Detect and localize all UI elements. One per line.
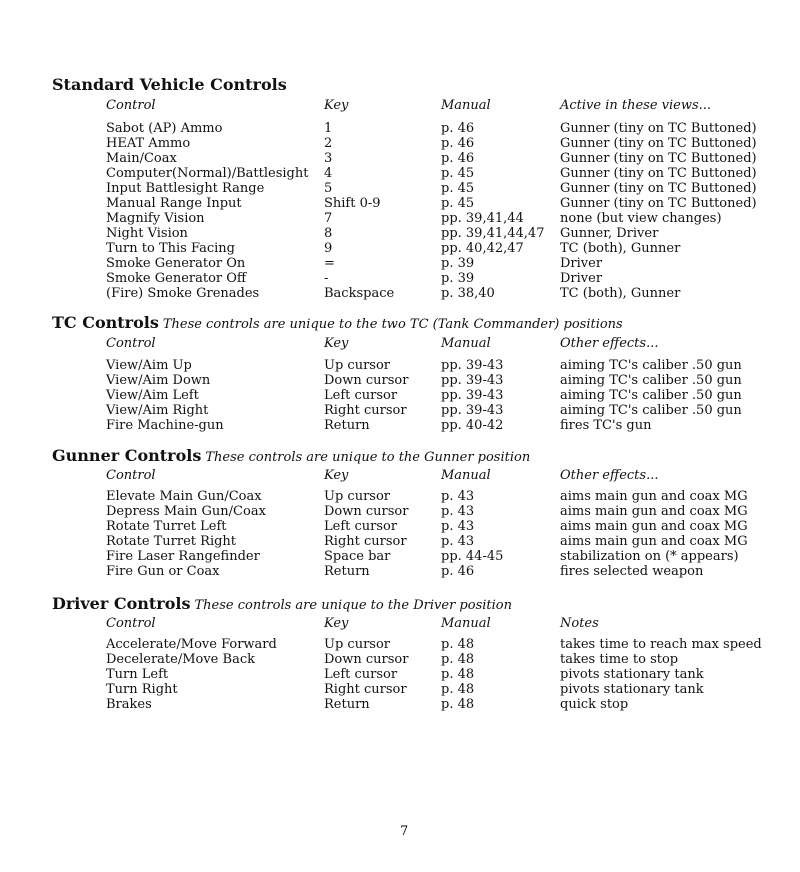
column-header-manual: Manual — [441, 98, 491, 113]
column-header-manual: Manual — [441, 616, 491, 631]
section-title-standard: Standard Vehicle Controls — [52, 75, 287, 94]
section-title-driver: Driver Controls These controls are unique to the Driver position — [52, 594, 512, 613]
column-header-notes: Notes — [560, 616, 599, 631]
column-header-key: Key — [324, 468, 349, 483]
page-number: 7 — [400, 824, 409, 839]
section-title-gunner: Gunner Controls These controls are unique to the Gunner position — [52, 446, 531, 465]
column-header-key: Key — [324, 616, 349, 631]
column-header-key: Key — [324, 336, 349, 351]
column-header-effects: Other effects... — [560, 336, 659, 351]
column-header-control: Control — [106, 468, 156, 483]
column-header-control: Control — [106, 616, 156, 631]
section-title-tc: TC Controls These controls are unique to the two TC (Tank Commander) positions — [52, 313, 623, 332]
column-header-control: Control — [106, 98, 156, 113]
column-header-manual: Manual — [441, 336, 491, 351]
column-header-manual: Manual — [441, 468, 491, 483]
column-header-effects: Other effects... — [560, 468, 659, 483]
manual-page: Standard Vehicle Controls Control Key Manual Active in these views... Sabot (AP) Ammo 1 p. 46 Gunner (tiny on TC Buttoned) HEAT Ammo 2 p. 46 Gunner (tiny on TC Buttoned) Main/Coax 3 p. 46 Gunner (tiny on TC Buttoned) Computer(Normal)/Battlesight 4 p. 45 Gunner (tiny on TC Buttoned) Input Battlesight Range 5 p. 45 Gunner (tiny on TC Buttoned) Manual Range Input Shift 0-9 p. 45 Gunner (tiny on TC Buttoned) Magnify Vision 7 pp. 39,41,44 none (but view changes) Night Vision 8 pp. 39,41,44,47 Gunner, Driver Turn to This Facing 9 pp. 40,42,47 TC (both), Gunner Smoke Generator On = p. 39 Driver Smoke Generator Off - p. 39 Driver (Fire) Smoke Grenades Backspace p. 38,40 TC (both), Gunner TC Controls These controls are unique to the two TC (Tank Commander) positions Control Key Manual Other effects... View/Aim Up Up cursor pp. 39-43 aiming TC's caliber .50 gun View/Aim Down Down cursor pp. 39-43 aiming TC's caliber .50 gun View/Aim Left Left cursor pp. 39-43 aiming TC's caliber .50 gun View/Aim Right Right cursor pp. 39-43 aiming TC's caliber .50 gun Fire Machine-gun Return pp. 40-42 fires TC's gun Gunner Controls These controls are unique to the Gunner position Control Key Manual Other effects... Elevate Main Gun/Coax Up cursor p. 43 aims main gun and coax MG Depress Main Gun/Coax Down cursor p. 43 aims main gun and coax MG Rotate Turret Left Left cursor p. 43 aims main gun and coax MG Rotate Turret Right Right cursor p. 43 aims main gun and coax MG Fire Laser Rangefinder Space bar pp. 44-45 stabilization on (* appears) Fire Gun or Coax Return p. 46 fires selected weapon Driver Controls These controls are unique to the Driver position Control Key Manual Notes Accelerate/Move Forward Up cursor p. 48 takes time to reach max speed Decelerate/Move Back Down cursor p. 48 takes time to stop Turn Left Left cursor p. 48 pivots stationary tank Turn Right Right cursor p. 48 pivots stationary tank Brakes Return p. 48 quick stop 7 — [52, 75, 762, 839]
column-header-key: Key — [324, 98, 349, 113]
column-header-views: Active in these views... — [560, 98, 712, 113]
column-header-control: Control — [106, 336, 156, 351]
